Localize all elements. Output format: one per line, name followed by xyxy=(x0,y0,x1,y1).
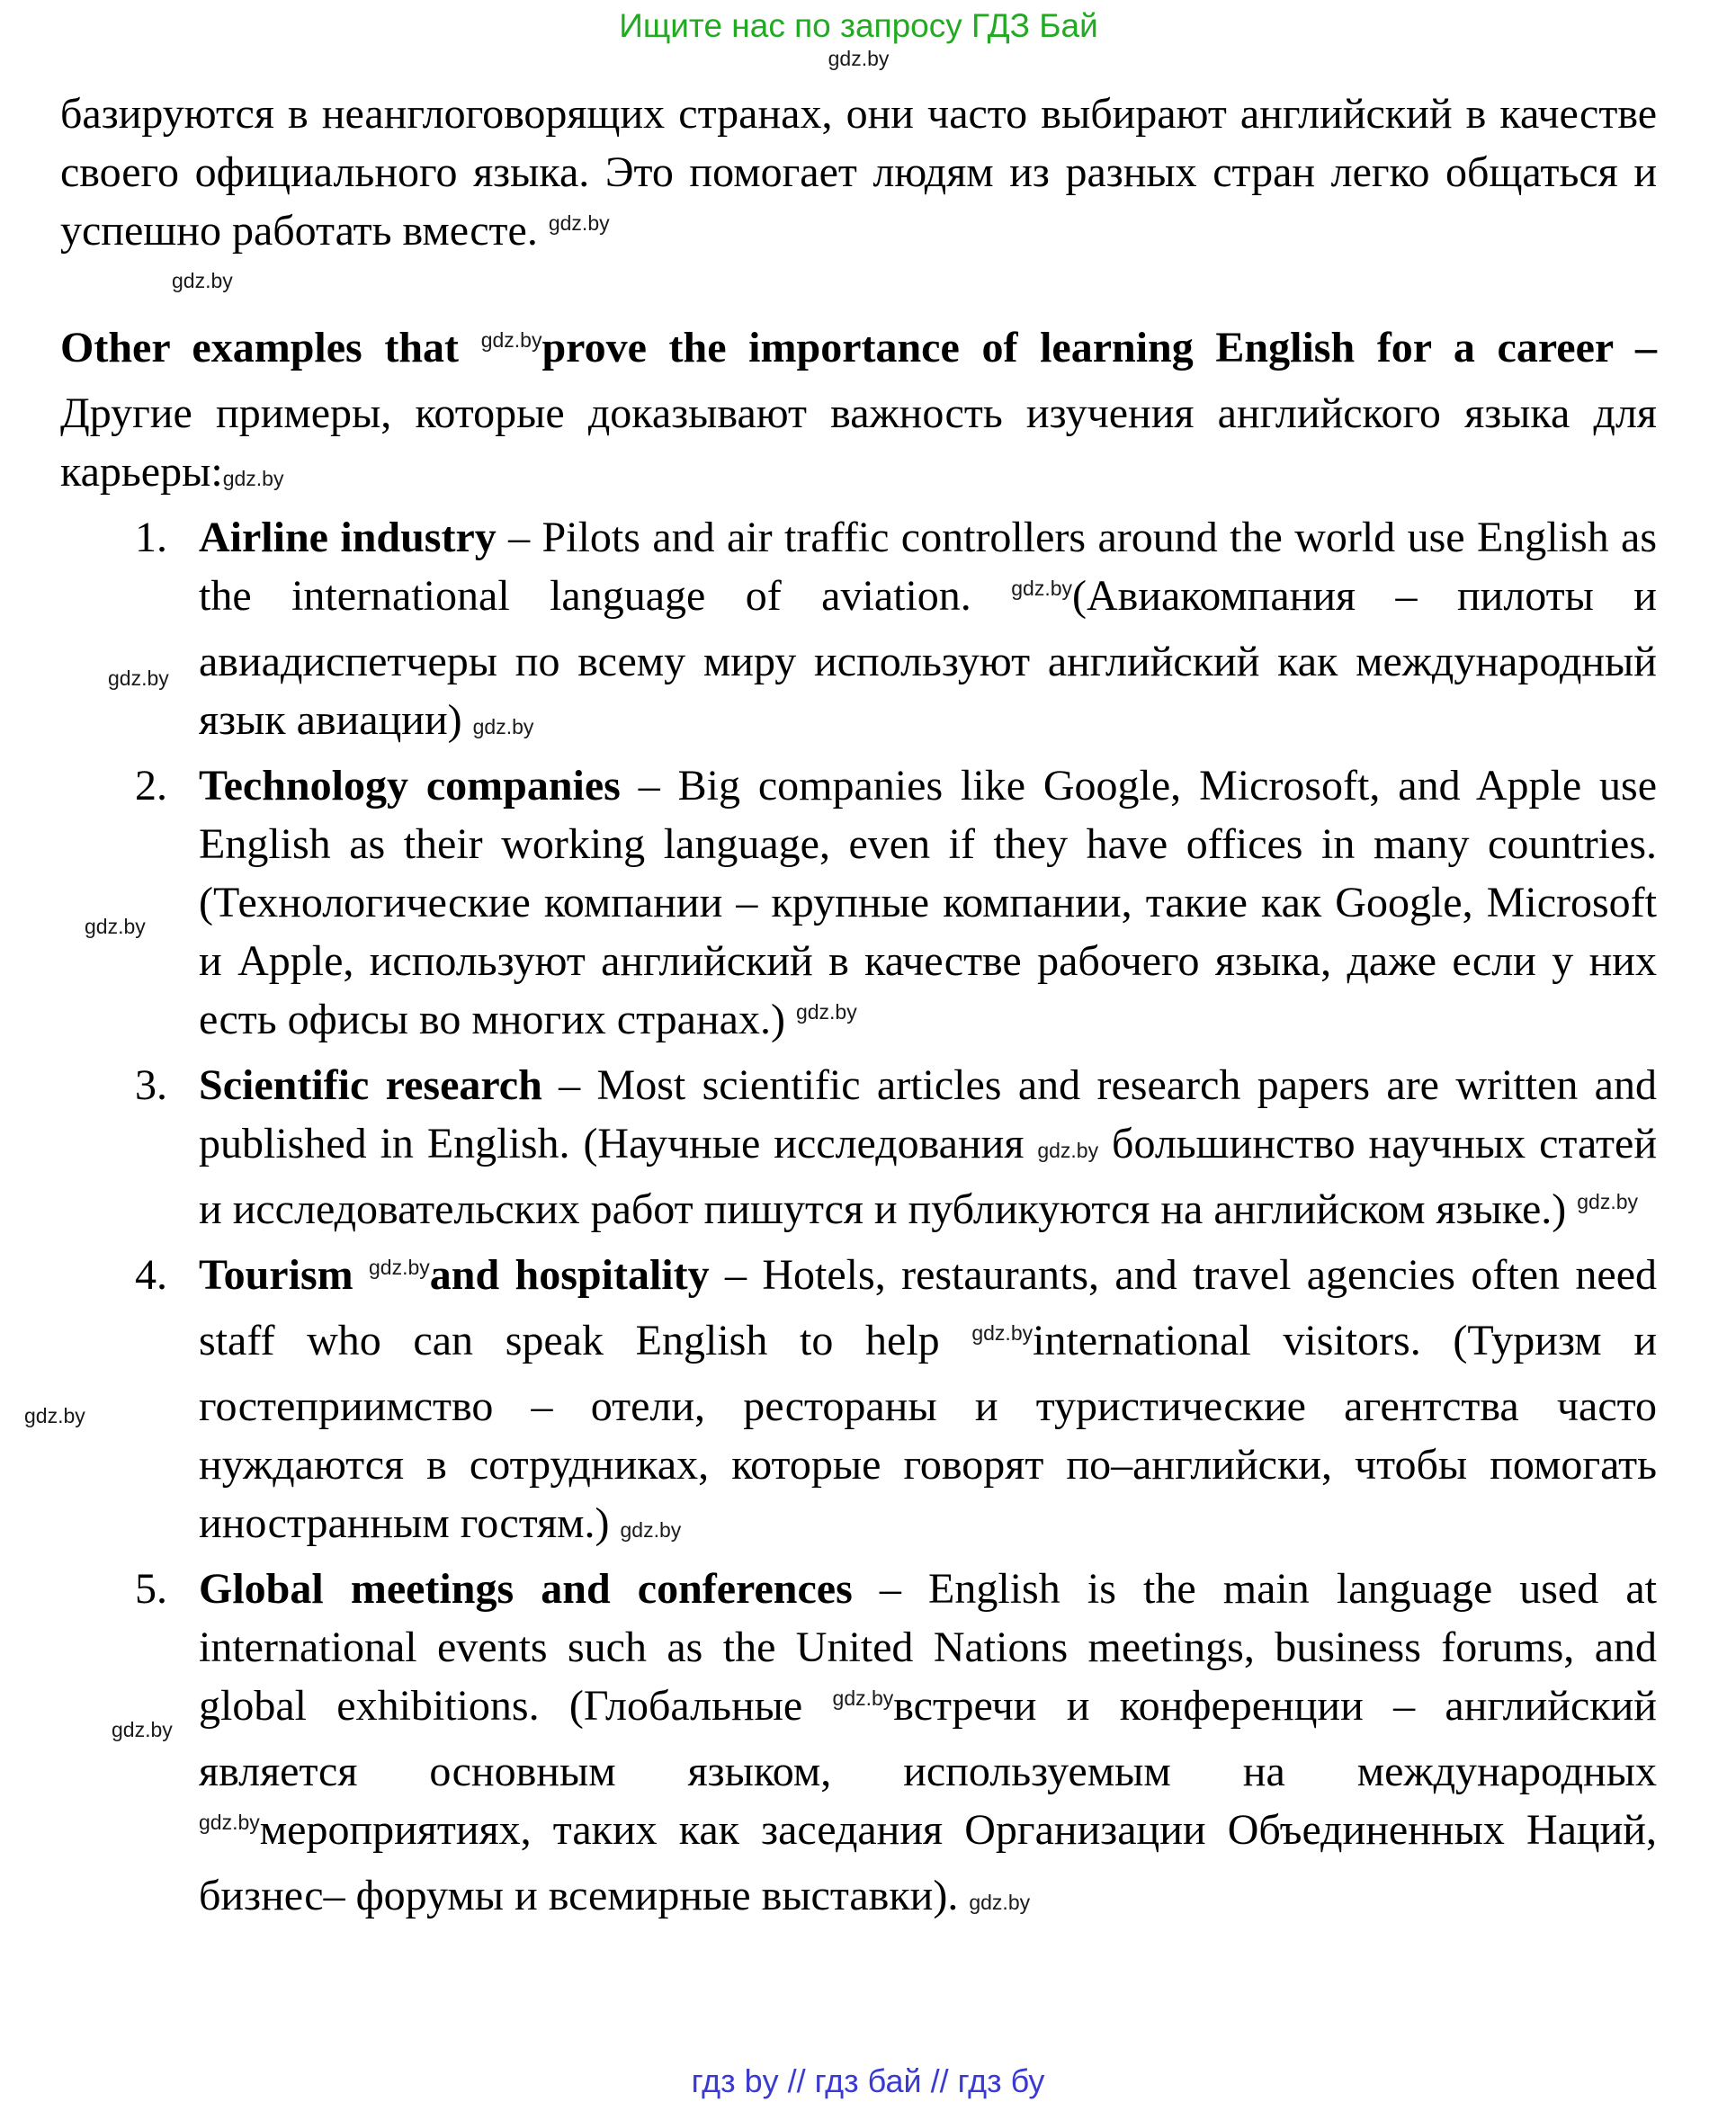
item-title: Airline industry xyxy=(199,514,497,561)
watermark: gdz.by xyxy=(369,1256,430,1279)
list-item xyxy=(60,1560,1657,1932)
list-item xyxy=(24,1246,1657,1560)
heading-regular-text: Другие примеры, которые доказывают важность изучения английского языка для карьеры: xyxy=(60,389,1657,496)
section-heading xyxy=(60,318,1657,508)
watermark: gdz.by xyxy=(832,1686,894,1710)
item-number: 4. xyxy=(135,1251,167,1299)
list-item xyxy=(60,756,1657,1056)
item-number: 5. xyxy=(135,1565,167,1613)
item-number: 2. xyxy=(135,762,167,809)
watermark: gdz.by xyxy=(24,1404,85,1427)
item-title: Tourism xyxy=(199,1251,369,1299)
item-title: and hospitality xyxy=(429,1251,710,1299)
item-text: большинство научных статей и исследовательских работ пишутся и публикуются на английском языке.) xyxy=(199,1120,1657,1233)
watermark: gdz.by xyxy=(969,1891,1031,1914)
watermark: gdz.by xyxy=(480,328,542,352)
item-number: 3. xyxy=(135,1061,167,1109)
watermark: gdz.by xyxy=(472,715,534,738)
watermark: gdz.by xyxy=(971,1321,1034,1345)
watermark: gdz.by xyxy=(222,467,284,490)
watermark: gdz.by xyxy=(548,211,610,235)
watermark: gdz.by xyxy=(172,269,233,292)
item-text: (Авиакомпания – пилоты и авиадиспетчеры по всему миру используют английский как международный язык авиации) xyxy=(199,572,1657,744)
item-title: Global meetings and conferences xyxy=(199,1565,853,1613)
item-text: мероприятиях, таких как заседания Организации Объединенных Наций, бизнес– форумы и всемирные выставки). xyxy=(199,1806,1657,1919)
item-number: 1. xyxy=(135,514,167,561)
watermark: gdz.by xyxy=(112,1718,173,1741)
item-text: встречи и конференции – английский является основным языком, используемым на международных xyxy=(199,1682,1657,1795)
watermark: gdz.by xyxy=(1577,1190,1639,1213)
list-item xyxy=(60,508,1657,756)
item-text: – Big companies like Google, Microsoft, and Apple use English as their working language, even if they have offices in many countries. (Технологические компании – крупные компании, такие как Google, Microsoft и Apple, используют английский в качестве рабочего языка, даже если у них есть офисы во многих странах.) xyxy=(199,762,1657,1043)
item-title: Scientific research xyxy=(199,1061,542,1109)
top-watermark-row xyxy=(60,47,1657,74)
watermark: gdz.by xyxy=(828,47,890,70)
watermark: gdz.by xyxy=(1037,1139,1099,1162)
watermark: gdz.by xyxy=(85,915,146,938)
item-text: – English is the main language used at international events such as the United Nations meetings, business forums, and global exhibitions. (Глобальные xyxy=(199,1565,1657,1730)
watermark: gdz.by xyxy=(1011,577,1072,600)
intro-text: базируются в неанглоговорящих странах, они часто выбирают английский в качестве своего официального языка. Это помогает людям из разных стран легко общаться и успешно работать вместе. xyxy=(60,90,1657,255)
item-title: Technology companies xyxy=(199,762,621,809)
promo-banner: Ищите нас по запросу ГДЗ Бай xyxy=(619,7,1098,44)
item-text: – Hotels, restaurants, and travel agencies often need staff who can speak English to help xyxy=(199,1251,1657,1364)
watermark: gdz.by xyxy=(620,1518,682,1542)
item-text: international visitors. (Туризм и гостеприимство – отели, рестораны и туристические агентства часто нуждаются в сотрудниках, которые говорят по–английски, чтобы помогать иностранным гостям.) xyxy=(199,1317,1657,1547)
list-item xyxy=(60,1056,1657,1246)
item-text: – Pilots and air traffic controllers around the world use English as the international language of aviation. xyxy=(199,514,1657,620)
watermark: gdz.by xyxy=(795,1000,857,1024)
watermark: gdz.by xyxy=(108,666,169,690)
watermark: gdz.by xyxy=(199,1811,260,1834)
heading-bold-text: Other examples that xyxy=(60,324,481,371)
numbered-list xyxy=(24,508,1657,1932)
page-footer: гдз by // гдз бай // гдз бу xyxy=(691,2062,1045,2099)
heading-bold-text: prove the importance of learning English for a career – xyxy=(541,324,1657,371)
item-text: – Most scientific articles and research papers are written and published in English. (Научные исследования xyxy=(199,1061,1657,1167)
intro-paragraph xyxy=(60,85,1657,292)
